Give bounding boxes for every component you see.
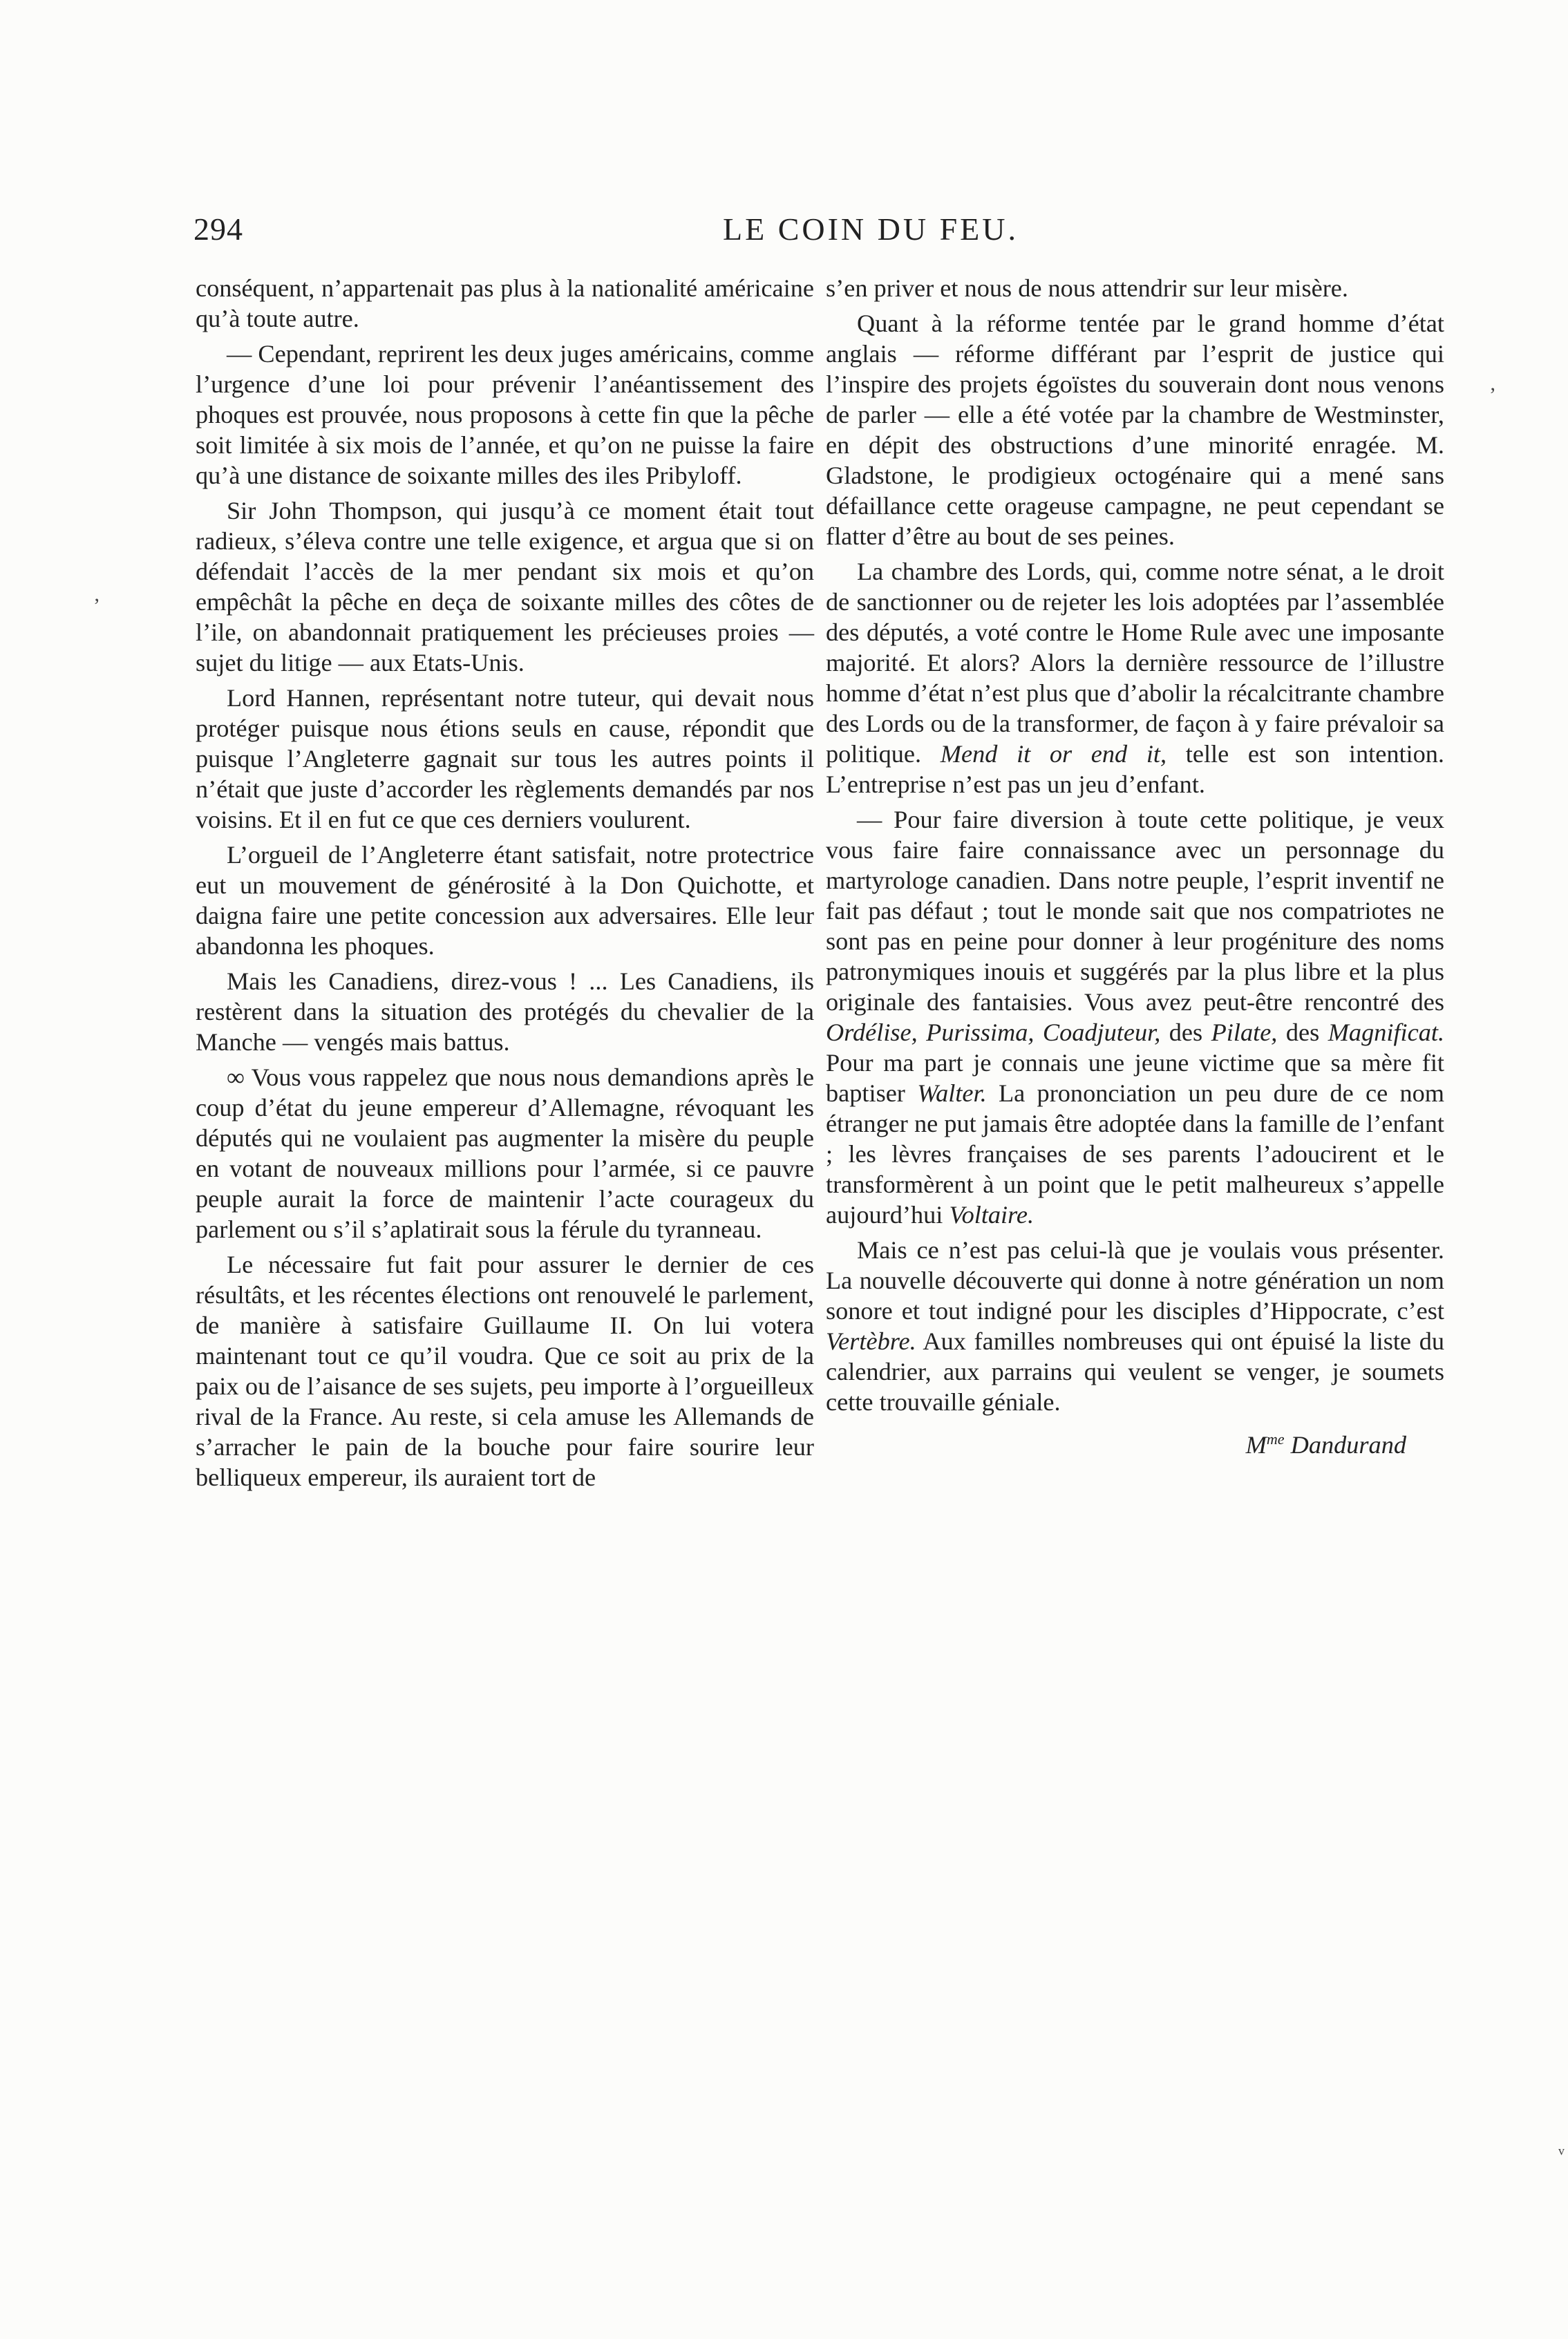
paragraph-text: Pour ma part je connais une jeune victime que sa mère fit baptiser [826, 1049, 1444, 1107]
paragraph-text: Mais ce n’est pas celui-là que je voulais vous présenter. La nouvelle découverte qui donne à notre génération un nom sonore et tout indigné pour les disciples d’Hippocrate, c’est [826, 1236, 1444, 1325]
italic-name: Voltaire. [949, 1201, 1035, 1229]
paragraph: — Cependant, reprirent les deux juges américains, comme l’urgence d’une loi pour prévenir l’anéantissement des phoques est prouvée, nous proposons à cette fin que la pêche soit limitée à six mois de l’année, et qu’on ne puisse la faire qu’à une distance de soixante milles des iles Pribyloff. [196, 340, 814, 489]
italic-name: Vertèbre. [826, 1327, 916, 1355]
paragraph-text: des [1285, 1019, 1320, 1046]
paragraph-text: — Pour faire diversion à toute cette politique, je veux vous faire faire connaissance avec un personnage du martyrologe canadien. Dans notre peuple, l’esprit inventif ne fait pas défaut ; tout le monde sait que nos compatriotes ne sont pas en peine pour donner à leur progéniture des noms patronymiques inouis et suggérés par la plus libre et la plus originale des fantaisies. Vous avez peut-être rencontré des [826, 806, 1444, 1016]
paragraph [826, 804, 1444, 1230]
paragraph: Quant à la réforme tentée par le grand homme d’état anglais — réforme différant par l’esprit de justice qui l’inspire des projets égoïstes du souverain dont nous venons de parler — elle a été votée par la chambre de Westminster, en dépit des obstructions d’une minorité enragée. M. Gladstone, le prodigieux octogénaire qui a mené sans défaillance cette orageuse campagne, ne peut cependant se flatter d’être au bout de ses peines. [826, 310, 1444, 550]
italic-name: Pilate, [1211, 1019, 1278, 1046]
signature-prefix: M [1245, 1431, 1267, 1459]
paragraph: conséquent, n’appartenait pas plus à la nationalité américaine qu’à toute autre. [196, 274, 814, 332]
paragraph [826, 556, 1444, 799]
italic-phrase: Mend it or end it, [940, 740, 1167, 768]
paragraph-text: Aux familles nombreuses qui ont épuisé la liste du calendrier, aux parrains qui veulent se venger, je soumets cette trouvaille géniale. [826, 1327, 1444, 1416]
margin-speck: ᵥ [1558, 2135, 1565, 2158]
paragraph-text: La prononciation un peu dure de ce nom étranger ne put jamais être adoptée dans la famille de l’enfant ; les lèvres françaises de ses parents l’adoucirent et le transformèrent à un point que le petit malheureux s’appelle aujourd’hui [826, 1079, 1445, 1229]
paragraph: Mais les Canadiens, direz-vous ! ... Les Canadiens, ils restèrent dans la situation des protégés du chevalier de la Manche — vengés mais battus. [196, 967, 814, 1056]
italic-name: Walter. [917, 1079, 987, 1107]
paragraph: Le nécessaire fut fait pour assurer le dernier de ces résultâts, et les récentes élections ont renouvelé le parlement, de manière à satisfaire Guillaume II. On lui votera maintenant tout ce qu’il voudra. Que ce soit au prix de la paix ou de l’aisance de ses sujets, peu importe à l’orgueilleux rival de la France. Au reste, si cela amuse les Allemands de s’arracher le pain de la bouche pour faire sourire leur belliqueux empereur, ils auraient tort de [196, 1251, 814, 1491]
paragraph: L’orgueil de l’Angleterre étant satisfait, notre protectrice eut un mouvement de générosité à la Don Quichotte, et daigna faire une petite concession aux adversaires. Elle leur abandonna les phoques. [196, 841, 814, 960]
section-mark: ∞ [227, 1063, 245, 1091]
author-signature [826, 1430, 1444, 1460]
italic-name: Magnificat. [1328, 1019, 1445, 1046]
italic-name: Ordélise, Purissima, Coadjuteur, [826, 1019, 1161, 1046]
page-number: 294 [193, 211, 243, 247]
paragraph: s’en priver et nous de nous attendrir sur leur misère. [826, 274, 1348, 302]
paragraph-text: telle est son intention. L’entreprise n’est pas un jeu d’enfant. [826, 740, 1445, 798]
paragraph [196, 1062, 814, 1244]
signature-name: Dandurand [1290, 1431, 1406, 1459]
signature-superscript: me [1266, 1430, 1285, 1448]
left-column [196, 273, 814, 1497]
paragraph-text: La chambre des Lords, qui, comme notre sénat, a le droit de sanctionner ou de rejeter les lois adoptées par l’assemblée des députés, a voté contre le Home Rule avec une imposante majorité. Et alors? Alors la dernière ressource de l’illustre homme d’état n’est plus que d’abolir la récalcitrante chambre des Lords ou de la transformer, de façon à y faire prévaloir sa politique. [826, 558, 1444, 768]
paragraph [826, 1235, 1444, 1417]
paragraph-text: Vous vous rappelez que nous nous demandions après le coup d’état du jeune empereur d’Allemagne, révoquant les députés qui ne voulaient pas augmenter la misère du peuple en votant de nouveaux millions pour l’armée, si ce pauvre peuple aurait la force de maintenir l’acte courageux du parlement ou s’il s’aplatirait sous la férule du tyranneau. [196, 1063, 814, 1243]
margin-speck: ’ [93, 594, 100, 617]
paragraph: Lord Hannen, représentant notre tuteur, qui devait nous protéger puisque nous étions seuls en cause, répondit que puisque l’Angleterre gagnait sur tous les autres points il n’était que juste d’accorder les règlements demandés par nos voisins. Et il en fut ce que ces derniers voulurent. [196, 684, 814, 833]
margin-speck: ’ [1489, 383, 1496, 406]
right-column [826, 273, 1444, 1460]
paragraph: Sir John Thompson, qui jusqu’à ce moment était tout radieux, s’éleva contre une telle exigence, et argua que si on défendait l’accès de la mer pendant six mois et qu’on empêchât la pêche en deça de soixante milles des côtes de l’ile, on abandonnait pratiquement les précieuses proies — sujet du litige — aux Etats-Unis. [196, 497, 814, 676]
running-head: LE COIN DU FEU. [723, 211, 1019, 247]
paragraph-text: des [1169, 1019, 1203, 1046]
page-header [193, 211, 1417, 252]
